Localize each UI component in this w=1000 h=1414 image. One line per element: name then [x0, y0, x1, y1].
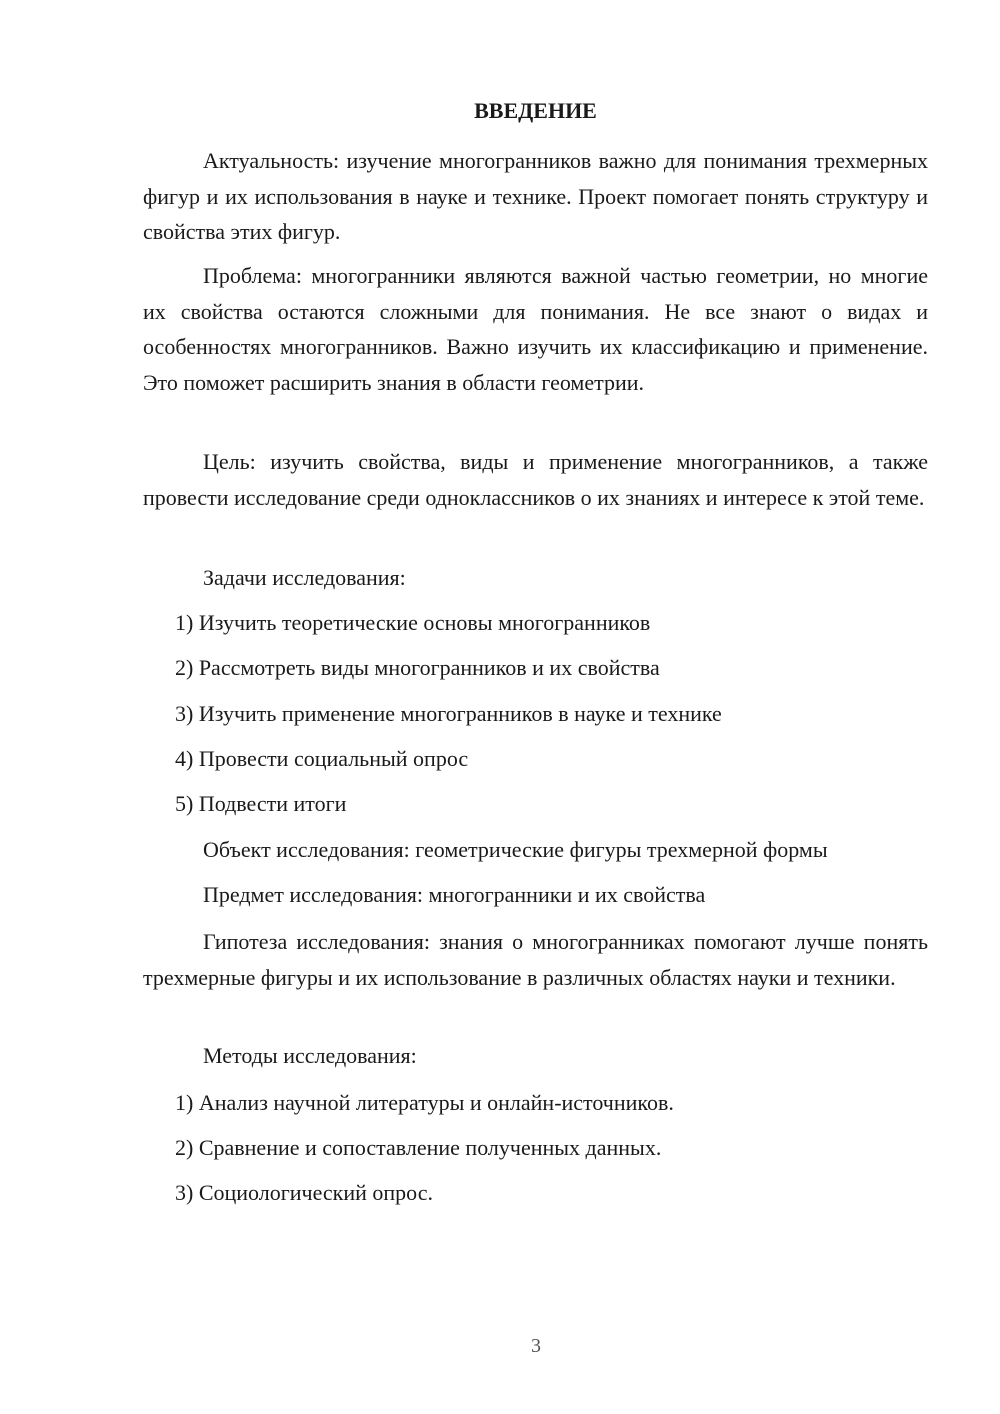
- relevance-paragraph: Актуальность: изучение многогранников важно для понимания трехмерных фигур и их использования в науке и технике. Проект помогает понять структуру и свойства этих фигур.: [143, 148, 928, 244]
- research-object: Объект исследования: геометрические фигуры трехмерной формы: [203, 837, 828, 862]
- task-item: 1) Изучить теоретические основы многогранников: [175, 610, 651, 635]
- task-item: 5) Подвести итоги: [175, 791, 347, 816]
- method-item: 1) Анализ научной литературы и онлайн-источников.: [175, 1090, 674, 1115]
- goal-paragraph: Цель: изучить свойства, виды и применение многогранников, а также провести исследование среди одноклассников о их знаниях и интересе к этой теме.: [143, 449, 928, 510]
- method-item: 2) Сравнение и сопоставление полученных данных.: [175, 1135, 662, 1160]
- task-item: 4) Провести социальный опрос: [175, 746, 469, 771]
- method-item: 3) Социологический опрос.: [175, 1180, 433, 1205]
- page-title: ВВЕДЕНИЕ: [474, 98, 597, 123]
- problem-paragraph: Проблема: многогранники являются важной частью геометрии, но многие их свойства остаются сложными для понимания. Не все знают о видах и особенностях многогранников. Важно изучить их классификацию и применение. Это поможет расширить знания в области геометрии.: [143, 263, 928, 395]
- research-subject: Предмет исследования: многогранники и их свойства: [203, 882, 706, 907]
- task-item: 2) Рассмотреть виды многогранников и их свойства: [175, 655, 660, 680]
- hypothesis-paragraph: Гипотеза исследования: знания о многогранниках помогают лучше понять трехмерные фигуры и их использование в различных областях науки и техники.: [143, 929, 928, 990]
- tasks-heading: Задачи исследования:: [203, 565, 406, 590]
- methods-heading: Методы исследования:: [203, 1043, 417, 1068]
- page-number: 3: [531, 1335, 541, 1357]
- task-item: 3) Изучить применение многогранников в науке и технике: [175, 701, 722, 726]
